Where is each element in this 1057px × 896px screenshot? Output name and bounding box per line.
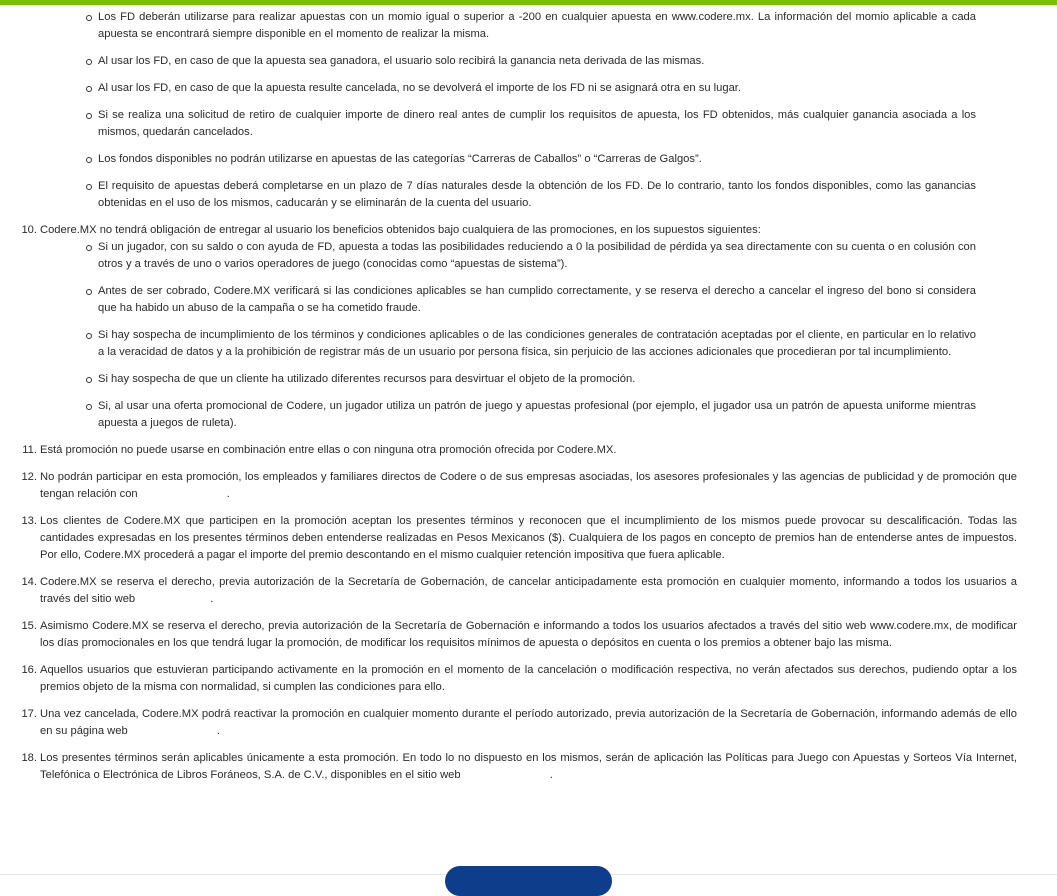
term-text: Una vez cancelada, Codere.MX podrá reactivar la promoción en cualquier momento durante el período autorizado, previa autorización de la Secretaría de Gobernación, informando además de ello en su página web [40, 708, 1017, 737]
term-number: 15. [21, 620, 37, 632]
bullet-item: Si hay sospecha de incumplimiento de los términos y condiciones aplicables o de las condiciones generales de contratación aceptadas por el cliente, en particular en lo relativo a la veracidad de datos y a la prohibición de registrar más de un usuario por persona física, sin perjuicio de las acciones adicionales que procedieran por tal incumplimiento. [98, 327, 976, 361]
term-number: 16. [21, 664, 37, 676]
term-tail: . [210, 593, 214, 605]
term-number: 17. [21, 708, 37, 720]
bullet-item: El requisito de apuestas deberá completarse en un plazo de 7 días naturales desde la obtención de los FD. De lo contrario, tanto los fondos disponibles, como las ganancias obtenidas en el uso de los mismos, caducarán y se eliminarán de la cuenta del usuario. [98, 178, 976, 212]
bottom-action-button[interactable] [445, 866, 612, 896]
term-item-13 [0, 513, 1017, 564]
term-tail: . [216, 725, 220, 737]
term-text: Aquellos usuarios que estuvieran participando activamente en la promoción en el momento de la cancelación o modificación respectiva, no verán afectados sus derechos, pudiendo optar a los premios objeto de la misma con normalidad, si cumplen las condiciones para ello. [40, 664, 1017, 693]
term-number: 10. [21, 224, 37, 236]
bullet-item: Al usar los FD, en caso de que la apuesta sea ganadora, el usuario solo recibirá la ganancia neta derivada de las mismas. [98, 53, 976, 70]
term-tail: . [549, 769, 553, 781]
term-text: Codere.MX se reserva el derecho, previa autorización de la Secretaría de Gobernación, de cancelar anticipadamente esta promoción en cualquier momento, informando a todos los usuarios a través del sitio web [40, 576, 1017, 605]
term-10-bullet-list [0, 239, 976, 432]
bullet-item: Si, al usar una oferta promocional de Codere, un jugador utiliza un patrón de juego y apuestas profesional (por ejemplo, el jugador usa un patrón de apuesta uniforme mientras apuesta a juegos de ruleta). [98, 398, 976, 432]
term-text: Codere.MX no tendrá obligación de entregar al usuario los beneficios obtenidos bajo cualquiera de las promociones, en los supuestos siguientes: [40, 224, 761, 236]
term-text: Asimismo Codere.MX se reserva el derecho, previa autorización de la Secretaría de Gobernación e informando a todos los usuarios afectados a través del sitio web www.codere.mx, de modificar los días promocionales en los que tendrá lugar la promoción, de modificar los requisitos mínimos de apuesta o depósitos en cuenta o los premios a obtener bajo las misma. [40, 620, 1017, 649]
term-text: Los presentes términos serán aplicables únicamente a esta promoción. En todo lo no dispuesto en los mismos, serán de aplicación las Políticas para Juego con Apuestas y Sorteos Vía Internet, Telefónica o Electrónica de Libros Foráneos, S.A. de C.V., disponibles en el sitio web [40, 752, 1017, 781]
term-text: No podrán participar en esta promoción, los empleados y familiares directos de Codere o de sus empresas asociadas, los asesores profesionales y las agencias de publicidad y de promoción que tengan relación con [40, 471, 1017, 500]
bullet-item: Al usar los FD, en caso de que la apuesta resulte cancelada, no se devolverá el importe de los FD ni se asignará otra en su lugar. [98, 80, 976, 97]
bullet-item: Los fondos disponibles no podrán utilizarse en apuestas de las categorías “Carreras de Caballos” o “Carreras de Galgos”. [98, 151, 976, 168]
term-tail: . [226, 488, 230, 500]
bullet-item: Si hay sospecha de que un cliente ha utilizado diferentes recursos para desvirtuar el objeto de la promoción. [98, 371, 976, 388]
term-number: 12. [21, 471, 37, 483]
term-number: 11. [22, 444, 37, 456]
top-bullet-list [0, 9, 976, 212]
term-number: 14. [21, 576, 37, 588]
term-number: 18. [21, 752, 37, 764]
term-number: 13. [21, 515, 37, 527]
term-item-12 [0, 469, 1017, 503]
top-accent-bar [0, 0, 1057, 5]
bullet-item: Si se realiza una solicitud de retiro de cualquier importe de dinero real antes de cumplir los requisitos de apuesta, los FD obtenidos, más cualquier ganancia asociada a los mismos, quedarán cancelados. [98, 107, 976, 141]
bullet-item: Si un jugador, con su saldo o con ayuda de FD, apuesta a todas las posibilidades reduciendo a 0 la posibilidad de pérdida ya sea directamente con su cuenta o en colusión con otros y a través de uno o varios operadores de juego (conocidas como “apuestas de sistema”). [98, 239, 976, 273]
term-item-16 [0, 662, 1017, 696]
term-item-15 [0, 618, 1017, 652]
term-item-18 [0, 750, 1017, 784]
term-item-10 [0, 222, 1017, 432]
term-item-17 [0, 706, 1017, 740]
terms-content [0, 9, 1057, 794]
term-item-14 [0, 574, 1017, 608]
term-text: Está promoción no puede usarse en combinación entre ellas o con ninguna otra promoción ofrecida por Codere.MX. [40, 444, 617, 456]
bullet-item: Los FD deberán utilizarse para realizar apuestas con un momio igual o superior a -200 en cualquier apuesta en www.codere.mx. La información del momio aplicable a cada apuesta se encontrará siempre disponible en el momento de realizar la misma. [98, 9, 976, 43]
term-item-11 [0, 442, 1017, 459]
bullet-item: Antes de ser cobrado, Codere.MX verificará si las condiciones aplicables se han cumplido correctamente, y se reserva el derecho a cancelar el ingreso del bono si considera que ha habido un abuso de la campaña o se ha cometido fraude. [98, 283, 976, 317]
term-text: Los clientes de Codere.MX que participen en la promoción aceptan los presentes términos y reconocen que el incumplimiento de los mismos puede provocar su descalificación. Todas las cantidades expresadas en los presentes términos deben entenderse realizadas en Pesos Mexicanos ($). Cualquiera de los pagos en concepto de premios han de entenderse antes de impuestos. Por ello, Codere.MX procederá a pagar el importe del premio descontando en el mismo cualquier retención impositiva que fuera aplicable. [40, 515, 1017, 561]
